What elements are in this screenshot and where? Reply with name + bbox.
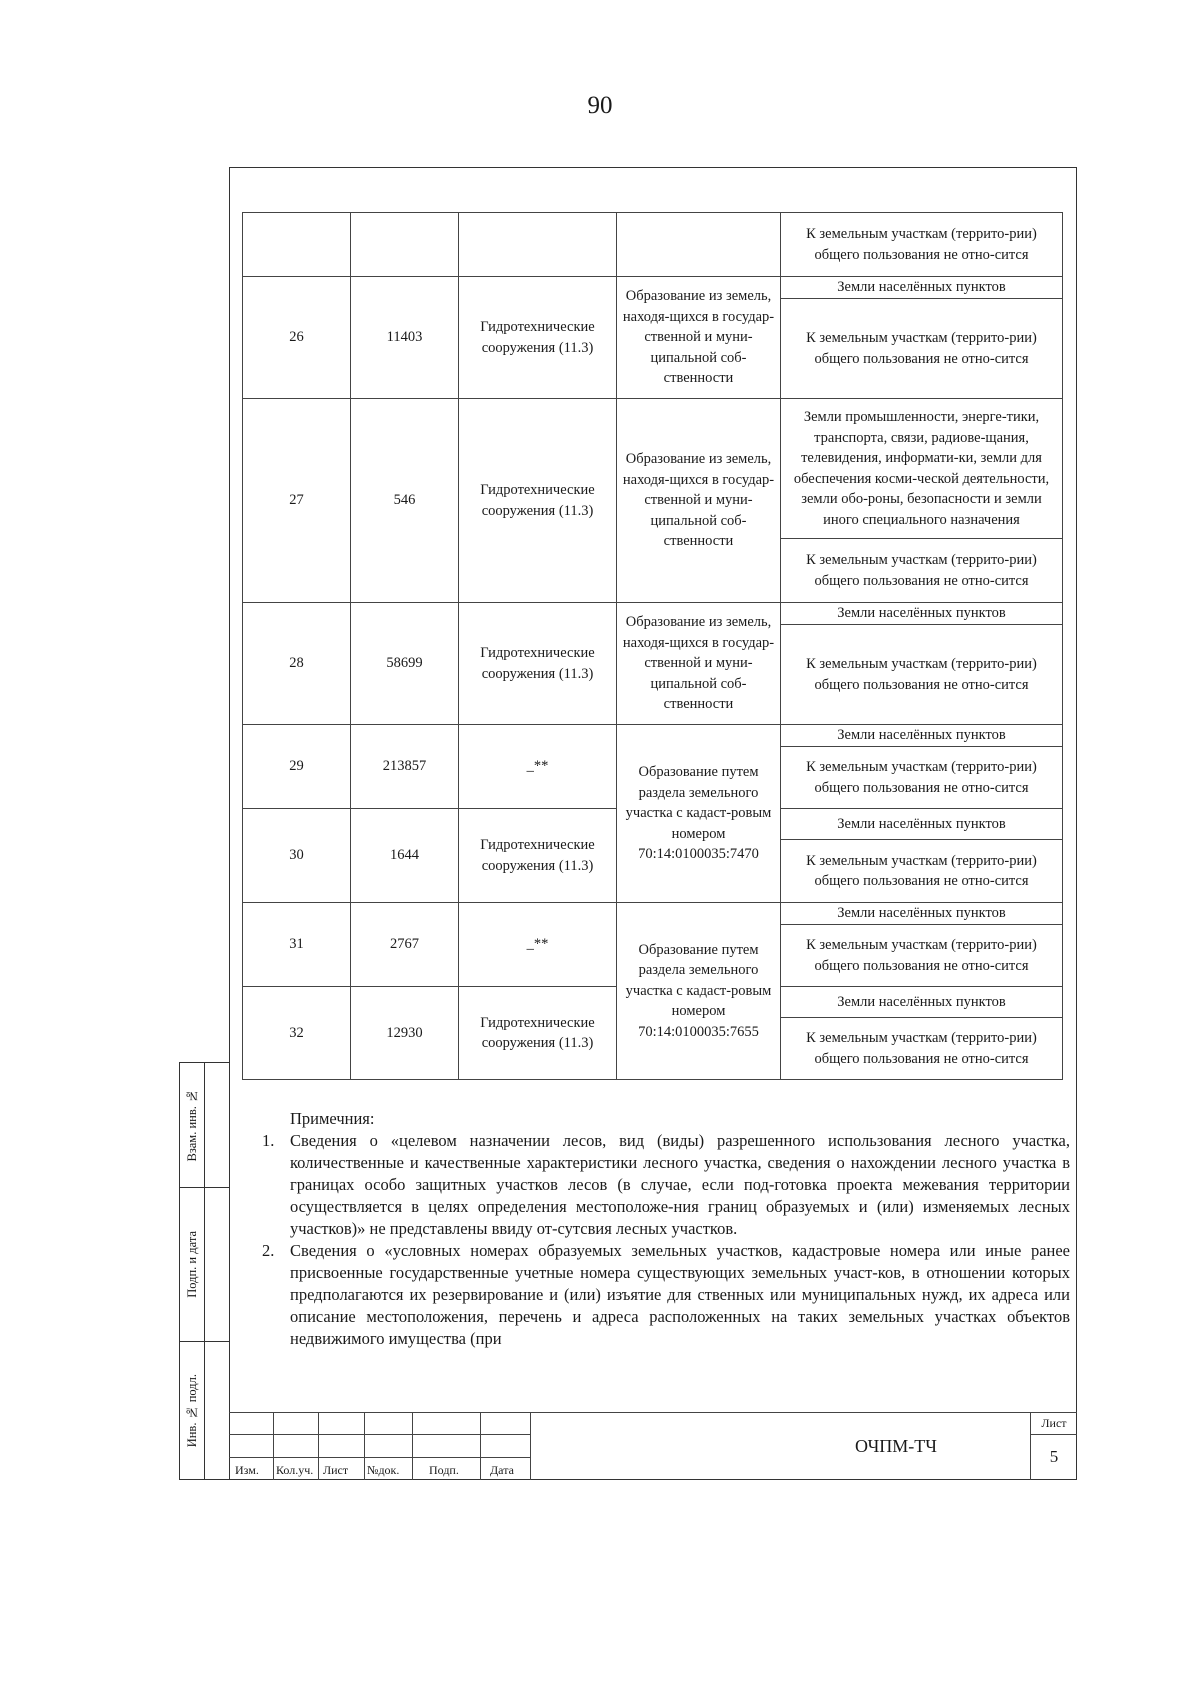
category-cell: Земли населённых пунктов xyxy=(781,987,1063,1018)
method-cell: Образование путем раздела земельного участка с кадаст-ровым номером 70:14:0100035:7470 xyxy=(617,725,781,903)
table-row xyxy=(243,603,1063,625)
note-item xyxy=(262,1130,1070,1240)
no-cell: 30 xyxy=(243,809,351,903)
status-cell: К земельным участкам (террито-рии) общего пользования не отно-сится xyxy=(781,747,1063,809)
use-cell: Гидротехнические сооружения (11.3) xyxy=(459,603,617,725)
note-text: Сведения о «условных номерах образуемых земельных участков, кадастровые номера или иные ранее присвоенные государственные учетные номера существующих земельных участ-ков, в отношении которых предполагаются их резервирование и (или) изъятие для ственных или муниципальных нужд, их адреса или описание местоположения, перечень и адреса расположенных на таких земельных участках объектов недвижимого имущества (при xyxy=(290,1241,1070,1348)
area-cell: 1644 xyxy=(351,809,459,903)
no-cell: 32 xyxy=(243,987,351,1080)
land-plots-table xyxy=(242,212,1063,1080)
category-cell: Земли населённых пунктов xyxy=(781,603,1063,625)
category-cell: Земли промышленности, энерге-тики, транспорта, связи, радиове-щания, телевидения, информати-ки, земли для обеспечения косми-ческой деятельности, земли обо-роны, безопасности и земли иного специального назначения xyxy=(781,399,1063,539)
stamp-col-label: Дата xyxy=(490,1463,514,1477)
category-cell: Земли населённых пунктов xyxy=(781,903,1063,925)
status-cell: К земельным участкам (террито-рии) общего пользования не отно-сится xyxy=(781,925,1063,987)
sheet-label: Лист xyxy=(1031,1412,1077,1435)
note-number: 2. xyxy=(262,1241,275,1260)
no-cell: 28 xyxy=(243,603,351,725)
table-row xyxy=(243,277,1063,299)
use-cell: Гидротехнические сооружения (11.3) xyxy=(459,809,617,903)
use-cell xyxy=(459,213,617,277)
table-row xyxy=(243,903,1063,925)
use-cell: Гидротехнические сооружения (11.3) xyxy=(459,399,617,603)
title-block xyxy=(229,1412,1077,1480)
note-text: Сведения о «целевом назначении лесов, вид (виды) разрешенного использования лесного участка, количественные и качественные характеристики лесного участка, сведения о нахождении лесного участка в границах особо защитных участков лесов (в случае, если под-готовка проекта межевания территории осуществляется в целях определения местоположе-ния границ образуемых и (или) изменяемых лесных участков)» не представлены ввиду от-сутсвия лесных участков. xyxy=(290,1131,1070,1238)
status-cell: К земельным участкам (террито-рии) общего пользования не отно-сится xyxy=(781,299,1063,399)
use-cell: _** xyxy=(459,725,617,809)
notes-heading: Примечния: xyxy=(290,1109,375,1128)
use-cell: Гидротехнические сооружения (11.3) xyxy=(459,277,617,399)
no-cell: 27 xyxy=(243,399,351,603)
no-cell: 31 xyxy=(243,903,351,987)
note-item xyxy=(262,1240,1070,1350)
area-cell: 12930 xyxy=(351,987,459,1080)
side-label-original-inv: Инв. № подл. xyxy=(184,1374,199,1448)
area-cell: 213857 xyxy=(351,725,459,809)
use-cell: Гидротехнические сооружения (11.3) xyxy=(459,987,617,1080)
sheet-number: 5 xyxy=(1049,1447,1059,1466)
category-cell: Земли населённых пунктов xyxy=(781,725,1063,747)
side-label-replacement-inv: Взам. инв. № xyxy=(184,1088,199,1162)
status-cell: К земельным участкам (террито-рии) общего пользования не отно-сится xyxy=(781,1018,1063,1080)
side-stamp xyxy=(179,1062,229,1480)
stamp-col-label: Лист xyxy=(323,1463,349,1477)
area-cell: 11403 xyxy=(351,277,459,399)
table-row xyxy=(243,725,1063,747)
method-cell xyxy=(617,213,781,277)
area-cell xyxy=(351,213,459,277)
no-cell: 29 xyxy=(243,725,351,809)
note-number: 1. xyxy=(262,1131,275,1150)
use-cell: _** xyxy=(459,903,617,987)
no-cell xyxy=(243,213,351,277)
area-cell: 546 xyxy=(351,399,459,603)
category-cell: Земли населённых пунктов xyxy=(781,277,1063,299)
table-row xyxy=(243,213,1063,277)
stamp-col-label: №док. xyxy=(367,1463,400,1477)
status-cell: К земельным участкам (террито-рии) общего пользования не отно-сится xyxy=(781,539,1063,603)
method-cell: Образование из земель, находя-щихся в государ-ственной и муни-ципальной соб-ственности xyxy=(617,603,781,725)
area-cell: 58699 xyxy=(351,603,459,725)
method-cell: Образование из земель, находя-щихся в государ-ственной и муни-ципальной соб-ственности xyxy=(617,277,781,399)
method-cell: Образование путем раздела земельного участка с кадаст-ровым номером 70:14:0100035:7655 xyxy=(617,903,781,1080)
area-cell: 2767 xyxy=(351,903,459,987)
method-cell: Образование из земель, находя-щихся в государ-ственной и муни-ципальной соб-ственности xyxy=(617,399,781,603)
table-row xyxy=(243,399,1063,539)
notes-section xyxy=(262,1108,1070,1350)
status-cell: К земельным участкам (террито-рии) общего пользования не отно-сится xyxy=(781,840,1063,903)
category-cell: Земли населённых пунктов xyxy=(781,809,1063,840)
document-code: ОЧПМ-ТЧ xyxy=(855,1435,937,1456)
stamp-col-label: Кол.уч. xyxy=(276,1463,314,1477)
status-cell: К земельным участкам (террито-рии) общего пользования не отно-сится xyxy=(781,625,1063,725)
stamp-col-label: Изм. xyxy=(235,1463,259,1477)
no-cell: 26 xyxy=(243,277,351,399)
page-number: 90 xyxy=(587,92,613,119)
side-label-signature-date: Подп. и дата xyxy=(184,1230,199,1298)
stamp-col-label: Подп. xyxy=(429,1463,459,1477)
status-cell: К земельным участкам (террито-рии) общего пользования не отно-сится xyxy=(781,213,1063,277)
